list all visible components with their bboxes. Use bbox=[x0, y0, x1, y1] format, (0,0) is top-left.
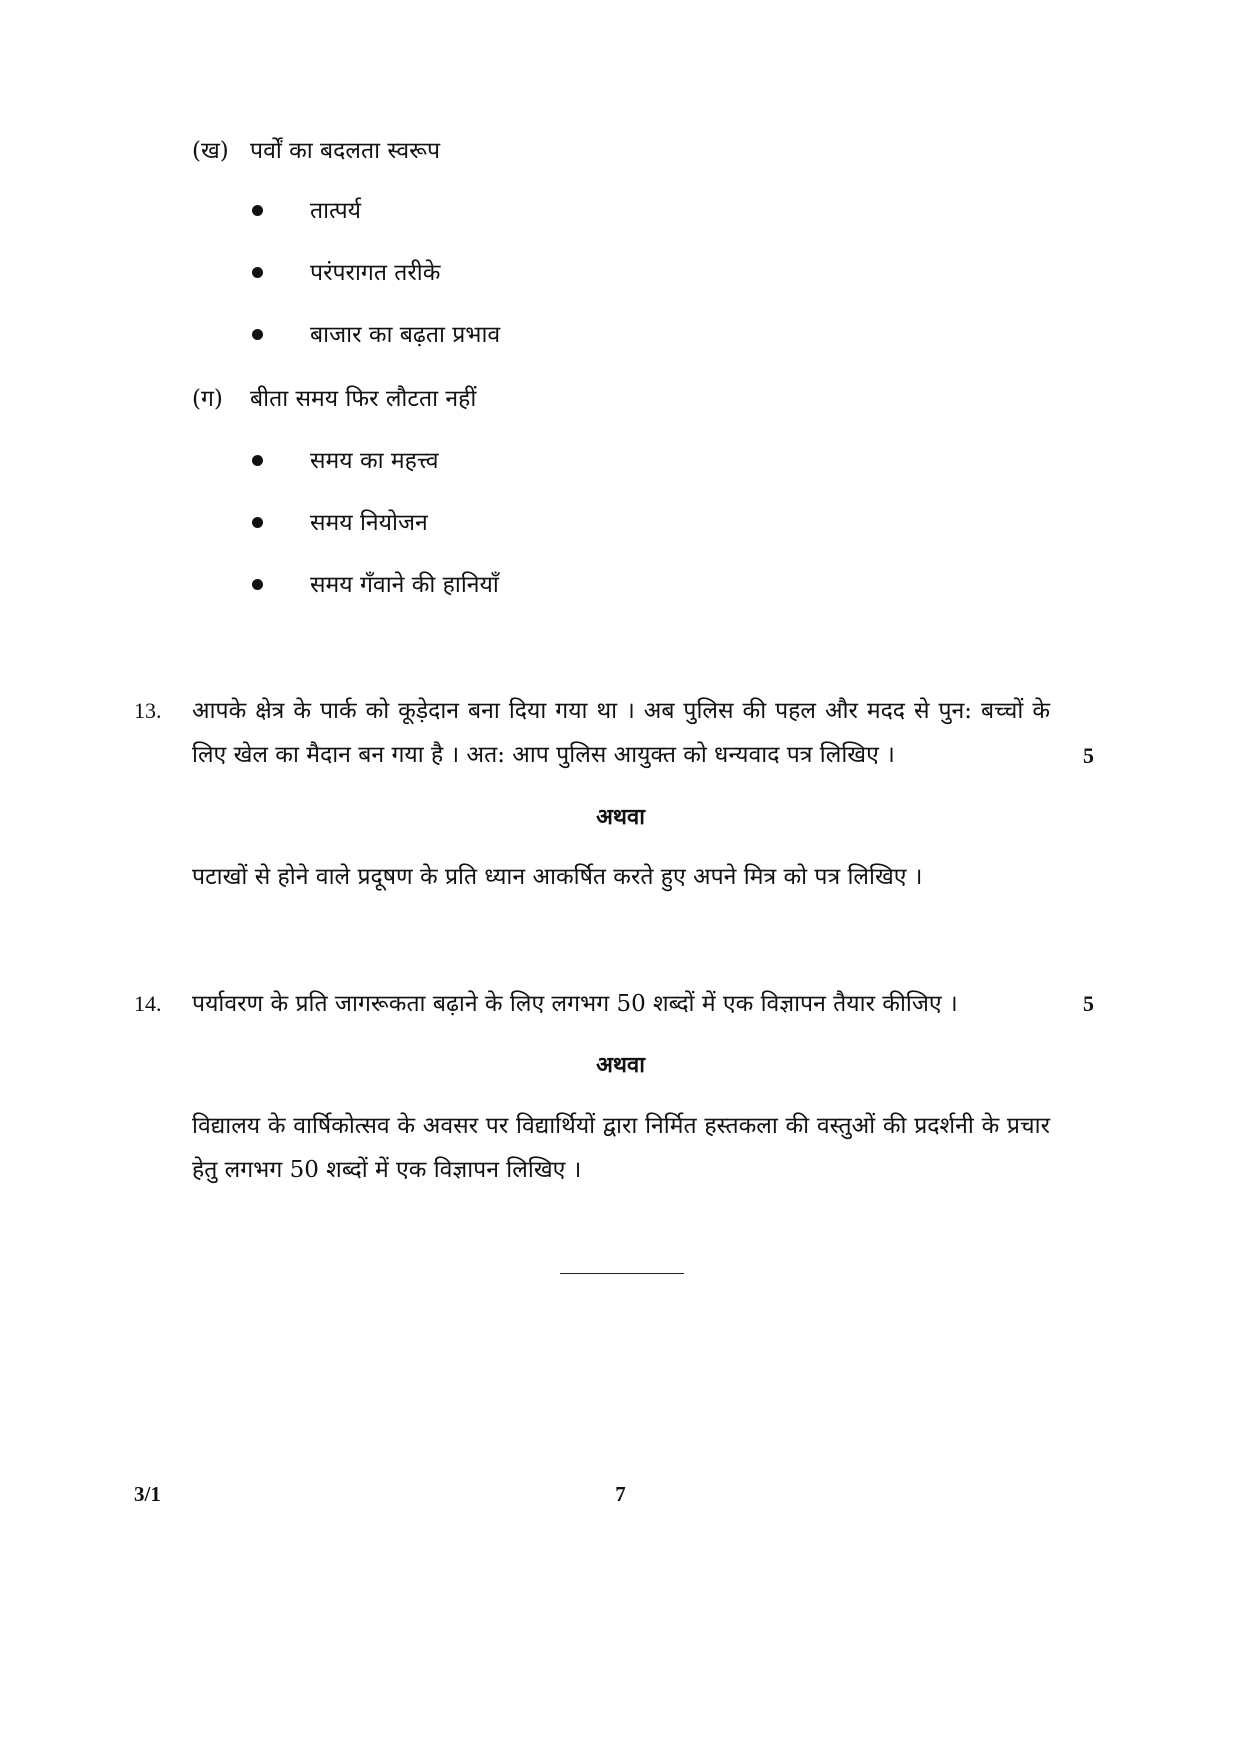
question-13-text: आपके क्षेत्र के पार्क को कूड़ेदान बना दिया गया था । अब पुलिस की पहल और मदद से पुन: बच्चों के लिए खेल का मैदान बन गया है । अत: आप पुलिस आयुक्त को धन्यवाद पत्र लिखिए । bbox=[192, 698, 1050, 768]
bullet-icon bbox=[252, 205, 263, 216]
bullet-icon bbox=[252, 455, 263, 466]
section-ga-point: समय गँवाने की हानियाँ bbox=[310, 572, 499, 598]
bullet-icon bbox=[252, 517, 263, 528]
question-14-marks: 5 bbox=[1083, 991, 1094, 1016]
end-of-section-rule bbox=[560, 1273, 684, 1274]
bullet-icon bbox=[252, 329, 263, 340]
question-13-number: 13. bbox=[134, 698, 162, 723]
footer-paper-code: 3/1 bbox=[134, 1482, 161, 1506]
question-13-or-label: अथवा bbox=[596, 804, 645, 830]
section-kh-point: बाजार का बढ़ता प्रभाव bbox=[310, 322, 501, 348]
section-ga-point: समय नियोजन bbox=[310, 510, 428, 536]
question-14-alt-text: विद्यालय के वार्षिकोत्सव के अवसर पर विद्यार्थियों द्वारा निर्मित हस्तकला की वस्तुओं की प्रदर्शनी के प्रचार हेतु लगभग 50 शब्दों में एक विज्ञापन लिखिए । bbox=[192, 1113, 1050, 1183]
section-ga-point: समय का महत्त्व bbox=[310, 448, 439, 474]
section-kh-point: परंपरागत तरीके bbox=[310, 260, 441, 286]
footer-page-number: 7 bbox=[615, 1482, 626, 1506]
question-13-alt-text: पटाखों से होने वाले प्रदूषण के प्रति ध्यान आकर्षित करते हुए अपने मित्र को पत्र लिखिए । bbox=[192, 864, 923, 890]
section-kh-label: (ख) bbox=[192, 138, 229, 164]
bullet-icon bbox=[252, 267, 263, 278]
section-ga-label: (ग) bbox=[192, 386, 223, 412]
section-kh-point: तात्पर्य bbox=[310, 198, 361, 224]
question-14-number: 14. bbox=[134, 991, 162, 1016]
question-13-marks: 5 bbox=[1083, 743, 1094, 768]
question-14-or-label: अथवा bbox=[596, 1052, 645, 1078]
section-ga-title: बीता समय फिर लौटता नहीं bbox=[250, 386, 477, 412]
section-kh-title: पर्वों का बदलता स्वरूप bbox=[250, 138, 441, 164]
question-14-text: पर्यावरण के प्रति जागरूकता बढ़ाने के लिए लगभग 50 शब्दों में एक विज्ञापन तैयार कीजिए । bbox=[192, 991, 958, 1017]
bullet-icon bbox=[252, 579, 263, 590]
